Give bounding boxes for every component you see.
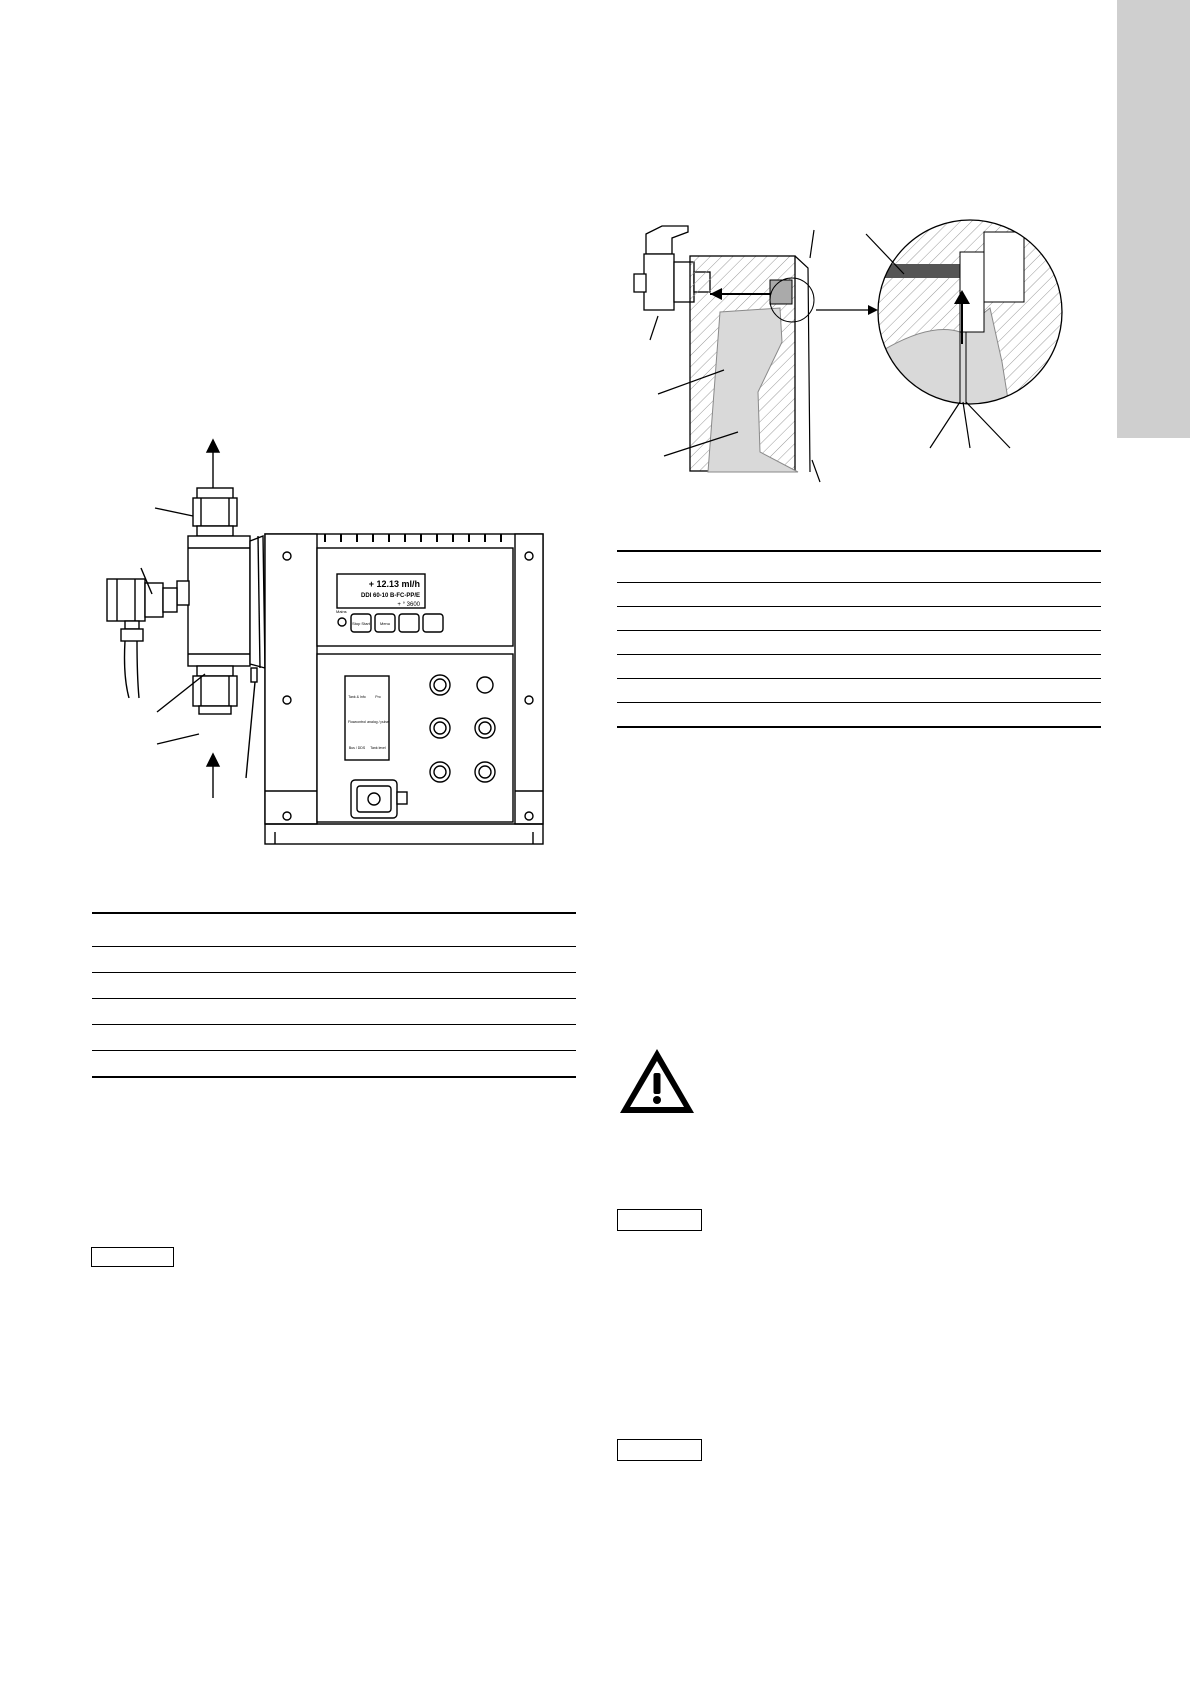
table-bottom-rule	[617, 726, 1101, 728]
panel-label-4: analog / pulse	[367, 720, 389, 724]
note-box	[617, 1209, 702, 1231]
panel-label-5: Bus / DDS	[348, 746, 366, 750]
warning-triangle-icon	[617, 1046, 697, 1116]
table-top-rule	[617, 550, 1101, 552]
panel-label-3: Flowcontrol	[348, 720, 366, 724]
key-menu: Menu	[379, 621, 391, 626]
table-row-rule	[92, 946, 576, 947]
table-row-rule	[92, 1050, 576, 1051]
table-top-rule	[92, 912, 576, 914]
panel-label-6: Tank level	[370, 746, 386, 750]
table-row-rule	[617, 654, 1101, 655]
display-line-1: + 12.13 ml/h	[368, 579, 420, 589]
table-bottom-rule	[92, 1076, 576, 1078]
table-row-rule	[92, 1024, 576, 1025]
left-table	[92, 912, 576, 1078]
panel-label-1: Tank & Info	[348, 695, 366, 699]
table-row-rule	[92, 972, 576, 973]
note-box	[91, 1247, 174, 1267]
flow-sensor-section-figure	[630, 212, 1100, 484]
table-row-rule	[617, 678, 1101, 679]
display-line-2: DDI 60-10 B-FC-PP/E	[360, 593, 420, 599]
display-line-3: + ° 3600	[397, 602, 420, 608]
table-row-rule	[617, 606, 1101, 607]
table-row-rule	[617, 630, 1101, 631]
table-row-rule	[617, 702, 1101, 703]
right-table	[617, 550, 1101, 730]
table-row-rule	[617, 582, 1101, 583]
note-box	[617, 1439, 702, 1461]
pump-figure	[95, 436, 550, 866]
key-stop-start: Stop Start	[352, 621, 370, 626]
table-row-rule	[92, 998, 576, 999]
led-label: Mains	[336, 609, 347, 614]
side-tab	[1117, 0, 1190, 438]
panel-label-2: Pro	[375, 695, 381, 699]
